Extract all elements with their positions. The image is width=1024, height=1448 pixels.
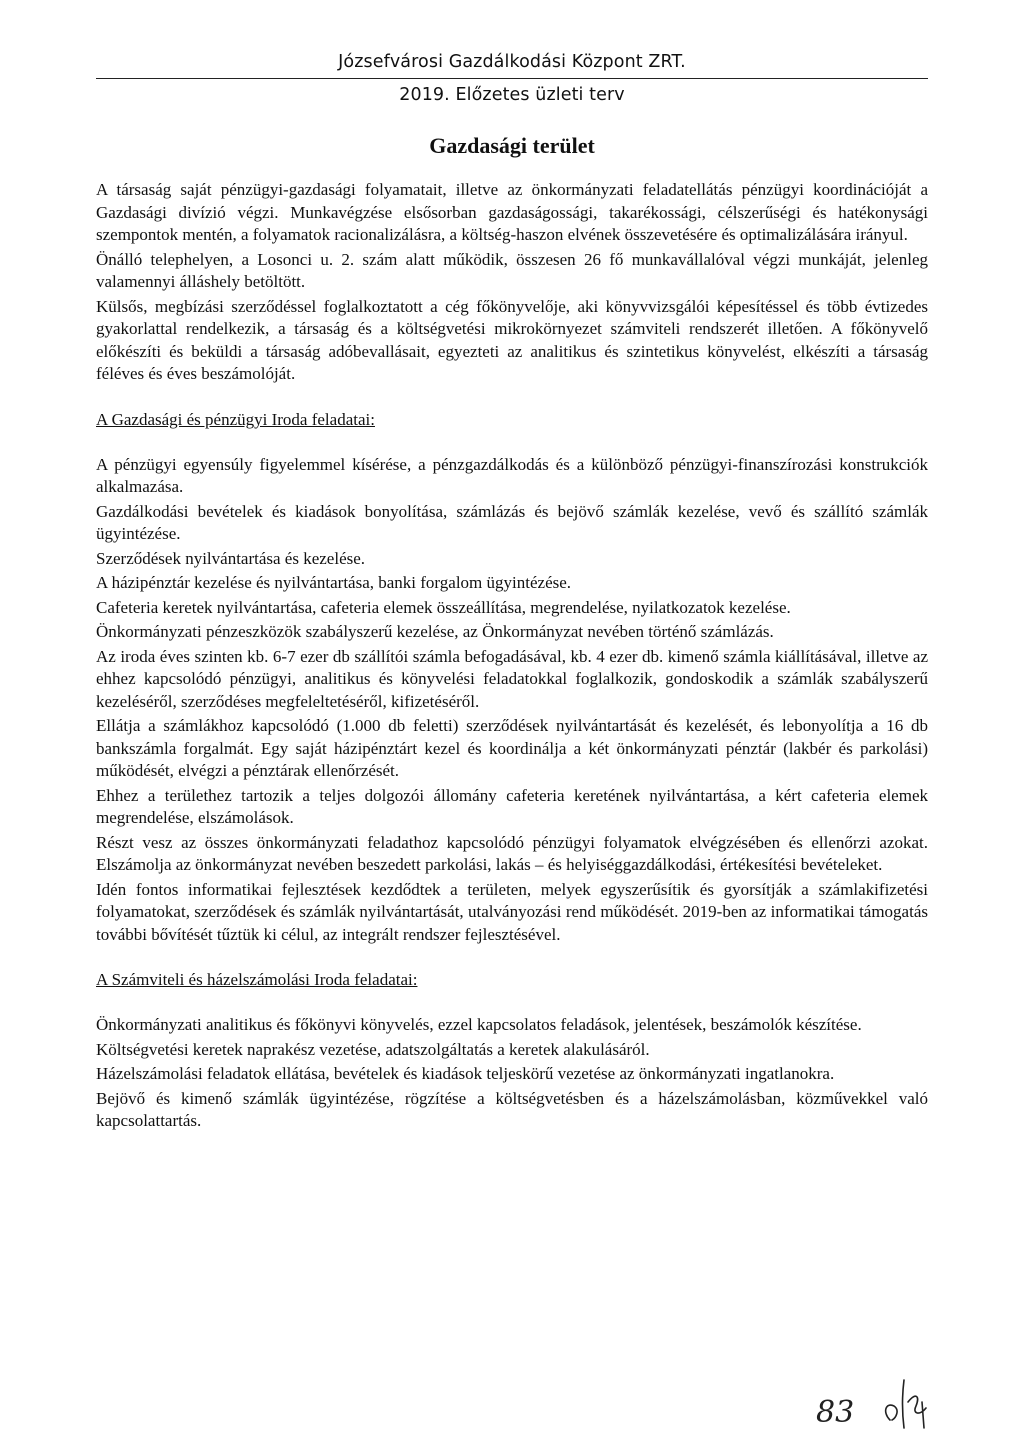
section-title: Gazdasági terület	[429, 133, 595, 158]
section2-body	[96, 1014, 928, 1133]
section1-paragraph: Ellátja a számlákhoz kapcsolódó (1.000 db feletti) szerződések nyilvántartását és kezelését, és lebonyolítja a 16 db bankszámla forgalmát. Egy saját házipénztárt kezel és koordinálja a két önkormányzati pénztár (lakbér és parkolási) működését, elvégzi a pénztárak ellenőrzését.	[96, 716, 928, 780]
section1-paragraph: Részt vesz az összes önkormányzati feladathoz kapcsolódó pénzügyi folyamatok elvégzésében és ellenőrzi azokat. Elszámolja az önkormányzat nevében beszedett parkolási, lakás – és helyiséggazdálkodási, értékesítési bevételeket.	[96, 832, 928, 874]
intro-paragraph: Külsős, megbízási szerződéssel foglalkoztatott a cég főkönyvelője, aki könyvvizsgálói képesítéssel és több évtizedes gyakorlattal rendelkezik, a társaság és a költségvetési mikrokörnyezet számviteli rendszerét illetően. A főkönyvelő előkészíti és beküldi a társaság adóbevallásait, egyezteti az analitikus és szintetikus könyvelést, elkészíti a társaság féléves és éves beszámolóját.	[96, 296, 928, 383]
section1-paragraph: Szerződések nyilvántartása és kezelése.	[96, 548, 366, 568]
document-subtitle: 2019. Előzetes üzleti terv	[399, 85, 625, 105]
handwritten-signature	[812, 1372, 952, 1432]
section2-paragraph: Házelszámolási feladatok ellátása, bevételek és kiadások teljeskörű vezetése az önkormányzati ingatlanokra.	[96, 1064, 835, 1083]
intro-paragraph: A társaság saját pénzügyi-gazdasági folyamatait, illetve az önkormányzati feladatellátás pénzügyi koordinációját a Gazdasági divízió végzi. Munkavégzése elsősorban gazdaságossági, takarékossági, célszerűségi és hatékonysági szempontok mentén, a folyamatok racionalizálásra, a költség-haszon elvének összevetésére és optimalizálására irányul.	[96, 180, 928, 244]
section2-paragraph: Költségvetési keretek naprakész vezetése, adatszolgáltatás a keretek alakulásáról.	[96, 1039, 650, 1059]
page-number: 83	[816, 1395, 855, 1430]
page-header	[96, 40, 928, 109]
section1-paragraph: Önkormányzati pénzeszközök szabályszerű kezelése, az Önkormányzat nevében történő számlázás.	[96, 622, 774, 641]
section1-paragraph: Ehhez a területhez tartozik a teljes dolgozói állomány cafeteria keretének nyilvántartása, a kért cafeteria elemek megrendelése, elszámolások.	[96, 785, 928, 827]
company-name: Józsefvárosi Gazdálkodási Központ ZRT.	[338, 52, 686, 72]
section2-paragraph: Önkormányzati analitikus és főkönyvi könyvelés, ezzel kapcsolatos feladások, jelentések, beszámolók készítése.	[96, 1015, 862, 1034]
section1-heading: A Gazdasági és pénzügyi Iroda feladatai:	[96, 409, 375, 429]
section1-paragraph: Az iroda éves szinten kb. 6-7 ezer db szállítói számla befogadásával, kb. 4 ezer db. kimenő számla kiállításával, illetve az ehhez kapcsolódó pénzügyi, analitikus és könyvelési feladatokkal foglalkozik, gondoskodik a számlák szabályszerű kezeléséről, szerződéses megfeleltetéséről, kifizetéséről.	[96, 646, 928, 711]
initials-mark	[886, 1380, 926, 1428]
section1-paragraph: A házipénztár kezelése és nyilvántartása, banki forgalom ügyintézése.	[96, 573, 572, 592]
section1-paragraph: Gazdálkodási bevételek és kiadások bonyolítása, számlázás és bejövő számlák kezelése, vevő és szállító számlák ügyintézése.	[96, 501, 928, 543]
section1-paragraph: Cafeteria keretek nyilvántartása, cafeteria elemek összeállítása, megrendelése, nyilatkozatok kezelése.	[96, 597, 791, 617]
intro-paragraph: Önálló telephelyen, a Losonci u. 2. szám alatt működik, összesen 26 fő munkavállalóval végzi munkáját, jelenleg valamennyi álláshely betöltött.	[96, 249, 928, 291]
section1-paragraph: A pénzügyi egyensúly figyelemmel kísérése, a pénzgazdálkodás és a különböző pénzügyi-finanszírozási konstrukciók alkalmazása.	[96, 454, 928, 496]
section1-body	[96, 454, 928, 947]
section2-paragraph: Bejövő és kimenő számlák ügyintézése, rögzítése a költségvetésben és a házelszámolásban, közművekkel való kapcsolattartás.	[96, 1088, 928, 1130]
intro-section	[96, 179, 928, 386]
section2-heading: A Számviteli és házelszámolási Iroda feladatai:	[96, 970, 418, 989]
section1-paragraph: Idén fontos informatikai fejlesztések kezdődtek a területen, melyek egyszerűsítik és gyorsítják a számlakifizetési folyamatokat, szerződések és számlák nyilvántartását, utalványozási rend működését. 2019-ben az informatikai támogatás további bővítését tűztük ki célul, az integrált rendszer fejlesztésével.	[96, 879, 928, 944]
document-page	[96, 40, 928, 1135]
